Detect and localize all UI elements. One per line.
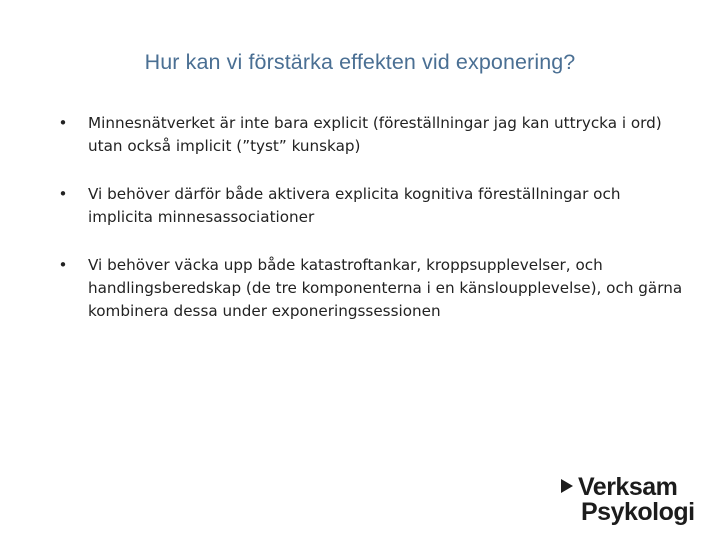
- bullet-dot-icon: •: [58, 256, 68, 274]
- bullet-list: [56, 112, 686, 348]
- bullet-text: Vi behöver därför både aktivera explicita kognitiva föreställningar och implicita minnesassociationer: [88, 185, 621, 226]
- bullet-item: [56, 183, 686, 229]
- logo-line-2: Psykologi: [581, 498, 695, 526]
- bullet-dot-icon: •: [58, 185, 68, 203]
- bullet-dot-icon: •: [58, 114, 68, 132]
- verksam-psykologi-logo: [561, 474, 701, 526]
- play-triangle-icon: [561, 479, 573, 493]
- logo-line-1: Verksam: [578, 473, 678, 501]
- bullet-item: [56, 254, 686, 323]
- bullet-text: Minnesnätverket är inte bara explicit (föreställningar jag kan uttrycka i ord) utan också implicit (”tyst” kunskap): [88, 114, 662, 155]
- bullet-item: [56, 112, 686, 158]
- slide-title: Hur kan vi förstärka effekten vid exponering?: [144, 50, 576, 74]
- bullet-text: Vi behöver väcka upp både katastroftankar, kroppsupplevelser, och handlingsberedskap (de tre komponenterna i en känsloupplevelse), och gärna kombinera dessa under exponeringssessionen: [88, 256, 683, 320]
